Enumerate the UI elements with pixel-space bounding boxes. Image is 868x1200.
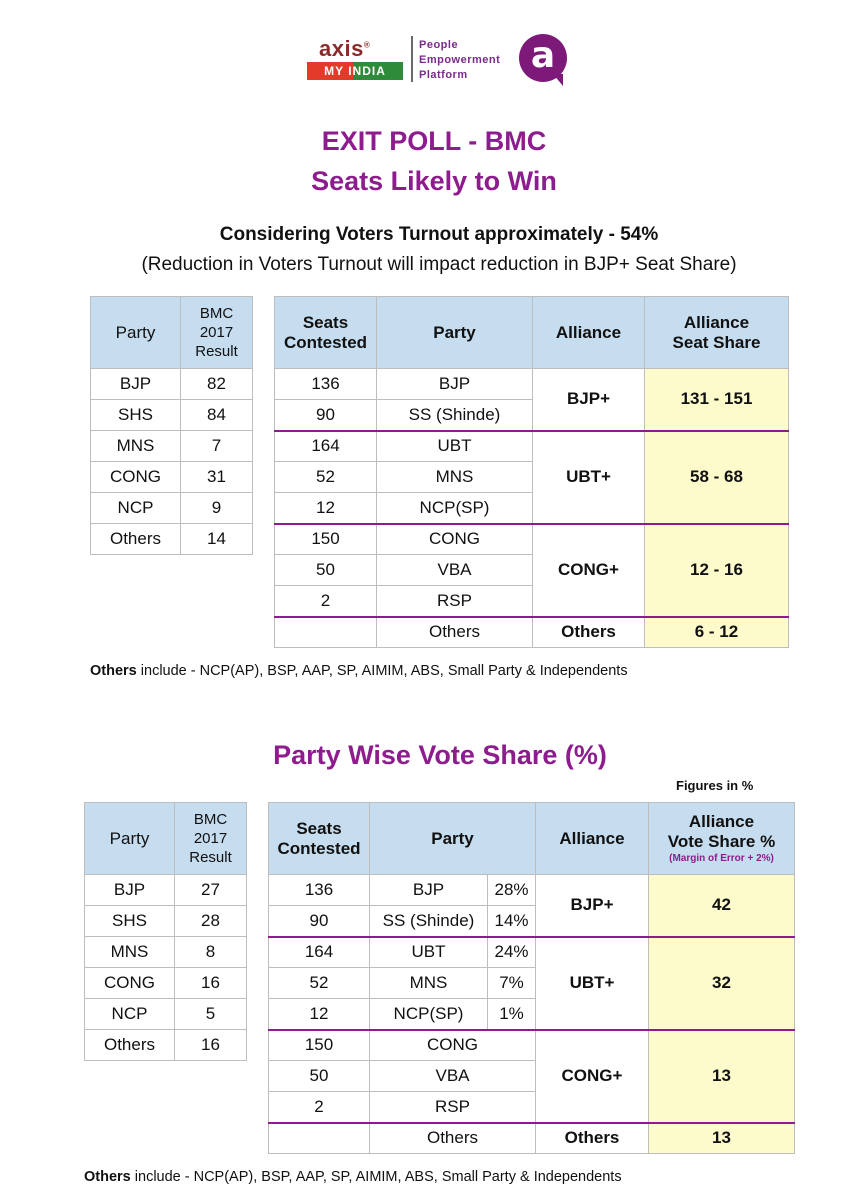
table-row: 12 NCP(SP) 1% bbox=[269, 999, 795, 1030]
figures-note: Figures in % bbox=[676, 778, 754, 793]
logo-divider bbox=[411, 36, 413, 82]
col-header-alliance-seat-share: Alliance Seat Share bbox=[645, 297, 789, 369]
col-header-alliance: Alliance bbox=[536, 803, 649, 875]
table-row: 150 CONG CONG+ 12 - 16 bbox=[275, 524, 789, 555]
table-row: Others Others 13 bbox=[269, 1123, 795, 1154]
table-row: BJP 82 bbox=[91, 369, 253, 400]
seat-share-cell: 58 - 68 bbox=[645, 431, 789, 524]
table-row: 50 VBA bbox=[275, 555, 789, 586]
alliance-cell: CONG+ bbox=[533, 524, 645, 617]
table-row: Others Others 6 - 12 bbox=[275, 617, 789, 648]
table-row: SHS 28 bbox=[85, 906, 247, 937]
col-header-seats-contested: Seats Contested bbox=[275, 297, 377, 369]
seat-share-cell: 12 - 16 bbox=[645, 524, 789, 617]
table-row: SHS 84 bbox=[91, 400, 253, 431]
alliance-cell: Others bbox=[533, 617, 645, 648]
col-header-party: Party bbox=[91, 297, 181, 369]
col-header-bmc-2017-result: BMC 2017 Result bbox=[181, 297, 253, 369]
alliance-cell: CONG+ bbox=[536, 1030, 649, 1123]
col-header-party: Party bbox=[370, 803, 536, 875]
speech-bubble-tail bbox=[553, 74, 563, 86]
alliance-cell: BJP+ bbox=[536, 875, 649, 937]
table-row: 90 SS (Shinde) bbox=[275, 400, 789, 431]
others-footnote: Others include - NCP(AP), BSP, AAP, SP, AIMIM, ABS, Small Party & Independents bbox=[90, 663, 628, 679]
seat-share-cell: 131 - 151 bbox=[645, 369, 789, 431]
table-row: 164 UBT 24% UBT+ 32 bbox=[269, 937, 795, 968]
table-row: 52 MNS bbox=[275, 462, 789, 493]
table-row: 2 RSP bbox=[275, 586, 789, 617]
alliance-cell: UBT+ bbox=[533, 431, 645, 524]
bmc-2017-seats-table bbox=[90, 296, 253, 555]
alliance-cell: BJP+ bbox=[533, 369, 645, 431]
col-header-alliance-vote-share: Alliance Vote Share % (Margin of Error + 2%) bbox=[649, 803, 795, 875]
margin-of-error-note: (Margin of Error + 2%) bbox=[669, 852, 774, 864]
platform-tagline: People Empowerment Platform bbox=[419, 39, 501, 81]
col-header-party: Party bbox=[377, 297, 533, 369]
vote-share-cell: 32 bbox=[649, 937, 795, 1030]
table-row: NCP 9 bbox=[91, 493, 253, 524]
page-title: EXIT POLL - BMC bbox=[321, 126, 547, 156]
turnout-line: Considering Voters Turnout approximately - 54% bbox=[219, 224, 659, 245]
table-row: Others 16 bbox=[85, 1030, 247, 1061]
table-row: Others 14 bbox=[91, 524, 253, 555]
table-row: CONG 16 bbox=[85, 968, 247, 999]
table-row: 136 BJP BJP+ 131 - 151 bbox=[275, 369, 789, 400]
turnout-note: (Reduction in Voters Turnout will impact reduction in BJP+ Seat Share) bbox=[141, 254, 737, 275]
table-row: NCP 5 bbox=[85, 999, 247, 1030]
table-row: 90 SS (Shinde) 14% bbox=[269, 906, 795, 937]
col-header-bmc-2017-result: BMC 2017 Result bbox=[175, 803, 247, 875]
alliance-vote-share-table bbox=[268, 802, 795, 1154]
bmc-2017-vote-table bbox=[84, 802, 247, 1061]
table-row: 2 RSP bbox=[269, 1092, 795, 1123]
table-row: 52 MNS 7% bbox=[269, 968, 795, 999]
vote-share-cell: 13 bbox=[649, 1030, 795, 1123]
my-india-logo-band: MY INDIA bbox=[307, 62, 403, 80]
vote-share-cell: 42 bbox=[649, 875, 795, 937]
a-speech-bubble-icon: a bbox=[519, 34, 567, 82]
vote-share-cell: 13 bbox=[649, 1123, 795, 1154]
table-row: BJP 27 bbox=[85, 875, 247, 906]
table-row: 164 UBT UBT+ 58 - 68 bbox=[275, 431, 789, 462]
others-footnote-bottom: Others include - NCP(AP), BSP, AAP, SP, AIMIM, ABS, Small Party & Independents bbox=[84, 1169, 622, 1185]
table-row: MNS 8 bbox=[85, 937, 247, 968]
seat-share-cell: 6 - 12 bbox=[645, 617, 789, 648]
alliance-cell: Others bbox=[536, 1123, 649, 1154]
page-subtitle: Seats Likely to Win bbox=[311, 166, 557, 196]
vote-share-title: Party Wise Vote Share (%) bbox=[273, 740, 607, 770]
table-row: 150 CONG CONG+ 13 bbox=[269, 1030, 795, 1061]
table-row: CONG 31 bbox=[91, 462, 253, 493]
alliance-seat-share-table bbox=[274, 296, 789, 648]
col-header-alliance: Alliance bbox=[533, 297, 645, 369]
table-row: MNS 7 bbox=[91, 431, 253, 462]
table-row: 12 NCP(SP) bbox=[275, 493, 789, 524]
col-header-seats-contested: Seats Contested bbox=[269, 803, 370, 875]
col-header-party: Party bbox=[85, 803, 175, 875]
alliance-cell: UBT+ bbox=[536, 937, 649, 1030]
axis-logo-text: axis® bbox=[319, 36, 371, 61]
axis-my-india-logo bbox=[305, 30, 575, 90]
table-row: 136 BJP 28% BJP+ 42 bbox=[269, 875, 795, 906]
table-row: 50 VBA bbox=[269, 1061, 795, 1092]
